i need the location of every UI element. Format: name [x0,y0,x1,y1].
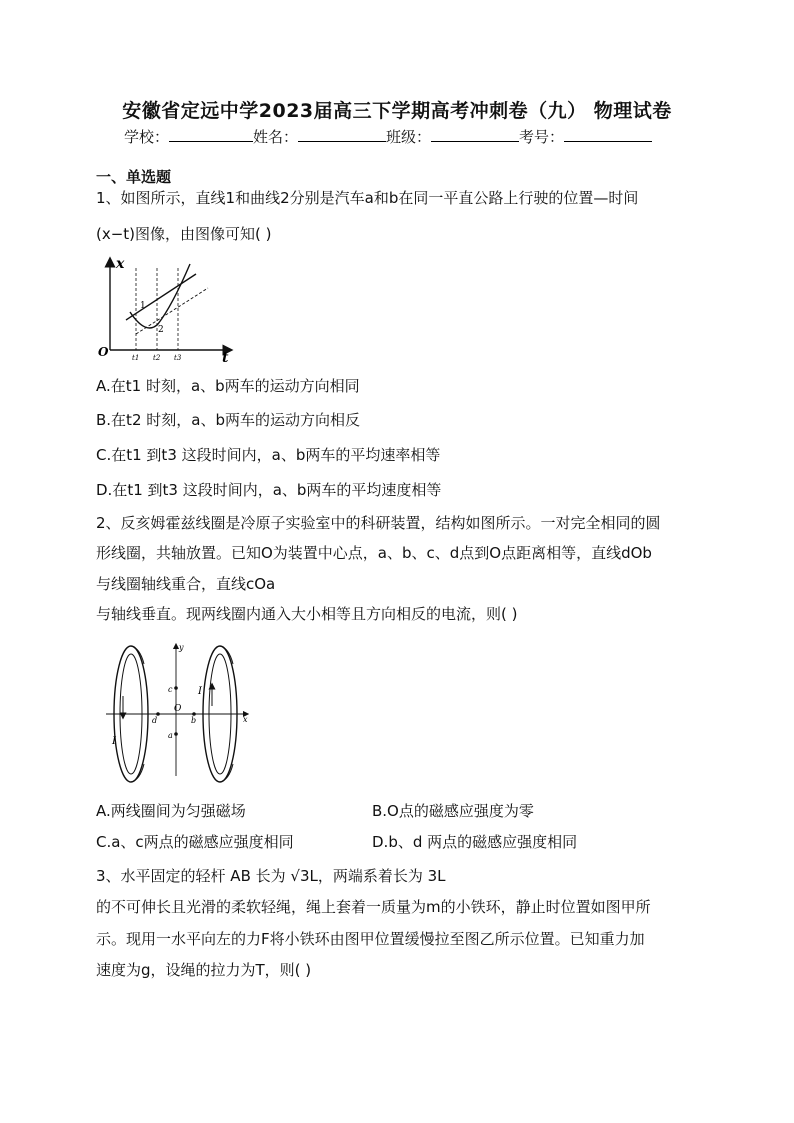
name-label: 姓名： [253,128,299,146]
name-blank [298,127,386,142]
q1-axis-x-label: x [116,256,125,272]
q2-point-d: d [152,716,158,725]
q2-current-right: I [198,686,202,697]
q3-stem-line4: 速度为g，设绳的拉力为T，则( ) [96,961,312,979]
class-blank [431,127,519,142]
q1-curve-2 [130,264,190,328]
q2-point-b: b [191,716,197,725]
q2-current-left: I [112,736,116,747]
q2-option-a: A.两线圈间为匀强磁场 [96,802,246,820]
q2-point-c: c [168,685,173,694]
q2-point-a: a [168,731,173,740]
q2-stem-line1: 2、反亥姆霍兹线圈是冷原子实验室中的科研装置，结构如图所示。一对完全相同的圆 [96,514,661,532]
q3-stem-line2: 的不可伸长且光滑的柔软轻绳，绳上套着一质量为m的小铁环，静止时位置如图甲所 [96,898,651,916]
q3-stem-line3: 示。现用一水平向左的力F将小铁环由图甲位置缓慢拉至图乙所示位置。已知重力加 [96,930,645,948]
school-label: 学校： [124,128,170,146]
q1-tick-t3: t3 [174,354,182,362]
q2-option-c: C.a、c两点的磁感应强度相同 [96,833,294,851]
class-label: 班级： [386,128,432,146]
q1-curve2-label: 2 [158,325,164,335]
q1-option-c: C.在t1 到t3 这段时间内，a、b两车的平均速率相等 [96,446,441,464]
q1-xt-graph [96,254,236,366]
q1-option-b: B.在t2 时刻，a、b两车的运动方向相反 [96,411,360,429]
section-heading: 一、单选题 [96,168,172,186]
q1-curve1-label: 1 [140,301,146,311]
exam-number-label: 考号： [519,128,565,146]
page-title: 安徽省定远中学2023届高三下学期高考冲刺卷（九） 物理试卷 [122,100,672,122]
school-blank [169,127,253,142]
q1-stem-line2: (x−t)图像，由图像可知( ) [96,225,272,243]
q1-stem-line1: 1、如图所示，直线1和曲线2分别是汽车a和b在同一平直公路上行驶的位置—时间 [96,189,639,207]
q1-option-d: D.在t1 到t3 这段时间内，a、b两车的平均速度相等 [96,481,442,499]
q1-option-a: A.在t1 时刻，a、b两车的运动方向相同 [96,377,360,395]
q2-helmholtz-coil-figure [100,636,254,788]
q2-stem-line2: 形线圈，共轴放置。已知O为装置中心点，a、b、c、d点到O点距离相等，直线dOb [96,544,652,562]
student-info-row [124,126,652,147]
q2-stem-line3: 与线圈轴线重合，直线cOa [96,575,276,593]
q1-line-1 [126,274,196,320]
q2-option-d: D.b、d 两点的磁感应强度相同 [372,833,578,851]
q1-tick-t1: t1 [132,354,140,362]
exam-number-blank [564,127,652,142]
q2-option-b: B.O点的磁感应强度为零 [372,802,534,820]
q3-stem-line1: 3、水平固定的轻杆 AB 长为 √3L，两端系着长为 3L [96,867,446,885]
q2-origin-label: O [174,704,182,714]
q2-y-label: y [179,643,184,652]
q2-stem-line4: 与轴线垂直。现两线圈内通入大小相等且方向相反的电流，则( ) [96,605,518,623]
q2-x-label: x [243,715,248,724]
q1-axis-t-label: t [222,350,229,366]
q1-tick-t2: t2 [153,354,161,362]
q1-origin-label: O [98,345,109,359]
